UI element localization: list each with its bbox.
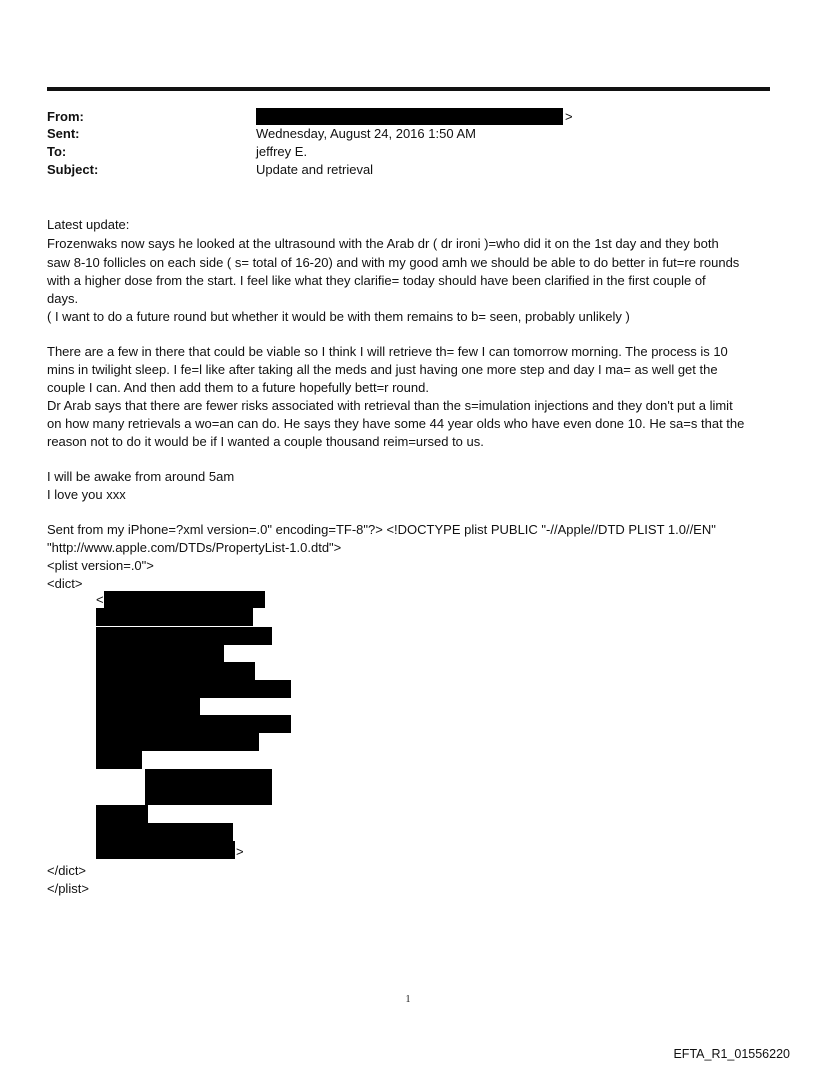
- body-line: Sent from my iPhone=?xml version=.0" encoding=TF-8"?> <!DOCTYPE plist PUBLIC "-//Apple//DTD PLIST 1.0//EN": [47, 522, 716, 537]
- page-number: 1: [405, 994, 411, 1005]
- redaction-block: [96, 715, 291, 733]
- header-rule: [47, 87, 770, 91]
- to-value: jeffrey E.: [256, 144, 308, 159]
- plist-close-bracket: >: [236, 844, 244, 859]
- body-line: <dict>: [47, 576, 83, 591]
- redaction-block: [96, 645, 224, 662]
- body-line: with a higher dose from the start. I feel like what they clarifie= today should have been clarified in the first couple of: [47, 273, 706, 288]
- redaction-block: [145, 787, 272, 805]
- redaction-block: [96, 608, 253, 626]
- redaction-block: [96, 805, 148, 823]
- body-line: I will be awake from around 5am: [47, 469, 235, 484]
- sent-value: Wednesday, August 24, 2016 1:50 AM: [256, 126, 476, 141]
- body-line: mins in twilight sleep. I fe=l like after taking all the meds and just having one more step and day I ma= as well get the: [47, 362, 718, 377]
- from-value-suffix: >: [565, 109, 573, 124]
- body-line: I love you xxx: [47, 487, 126, 502]
- body-line: "http://www.apple.com/DTDs/PropertyList-1.0.dtd">: [47, 540, 342, 555]
- redaction-block: [96, 698, 200, 715]
- body-line: couple I can. And then add them to a future hopefully bett=r round.: [47, 380, 429, 395]
- redaction-block: [96, 680, 291, 698]
- sent-label: Sent:: [47, 126, 80, 141]
- from-label: From:: [47, 109, 84, 124]
- bates-number: EFTA_R1_01556220: [673, 1047, 790, 1061]
- redaction-block: [145, 769, 272, 787]
- to-label: To:: [47, 144, 67, 159]
- body-line: Dr Arab says that there are fewer risks associated with retrieval than the s=imulation injections and they don't put a limit: [47, 398, 733, 413]
- from-redaction: [256, 108, 563, 125]
- body-line: reason not to do it would be if I wanted a couple thousand reim=ursed to us.: [47, 434, 484, 449]
- body-line: on how many retrievals a wo=an can do. He says they have some 44 year olds who have even done 10. He sa=s that the: [47, 416, 745, 431]
- body-line: Frozenwaks now says he looked at the ultrasound with the Arab dr ( dr ironi )=who did it on the 1st day and they both: [47, 236, 719, 251]
- redaction-block: [96, 823, 233, 841]
- redaction-block: [104, 591, 265, 608]
- subject-label: Subject:: [47, 162, 99, 177]
- redaction-block: [96, 841, 235, 859]
- subject-value: Update and retrieval: [256, 162, 374, 177]
- body-line: Latest update:: [47, 217, 130, 232]
- plist-close-tag: </plist>: [47, 881, 89, 896]
- redaction-block: [96, 733, 259, 751]
- body-line: ( I want to do a future round but whether it would be with them remains to b= seen, probably unlikely ): [47, 309, 630, 324]
- redaction-block: [96, 751, 142, 769]
- redaction-block: [96, 662, 255, 680]
- body-line: saw 8-10 follicles on each side ( s= total of 16-20) and with my good amh we should be able to do better in fut=re rounds: [47, 255, 740, 270]
- dict-close-tag: </dict>: [47, 863, 87, 878]
- redaction-block: [96, 627, 272, 645]
- body-line: There are a few in there that could be viable so I think I will retrieve th= few I can tomorrow morning. The process is 10: [47, 344, 728, 359]
- plist-open-bracket: <: [96, 592, 104, 607]
- body-line: days.: [47, 291, 79, 306]
- body-line: <plist version=.0">: [47, 558, 154, 573]
